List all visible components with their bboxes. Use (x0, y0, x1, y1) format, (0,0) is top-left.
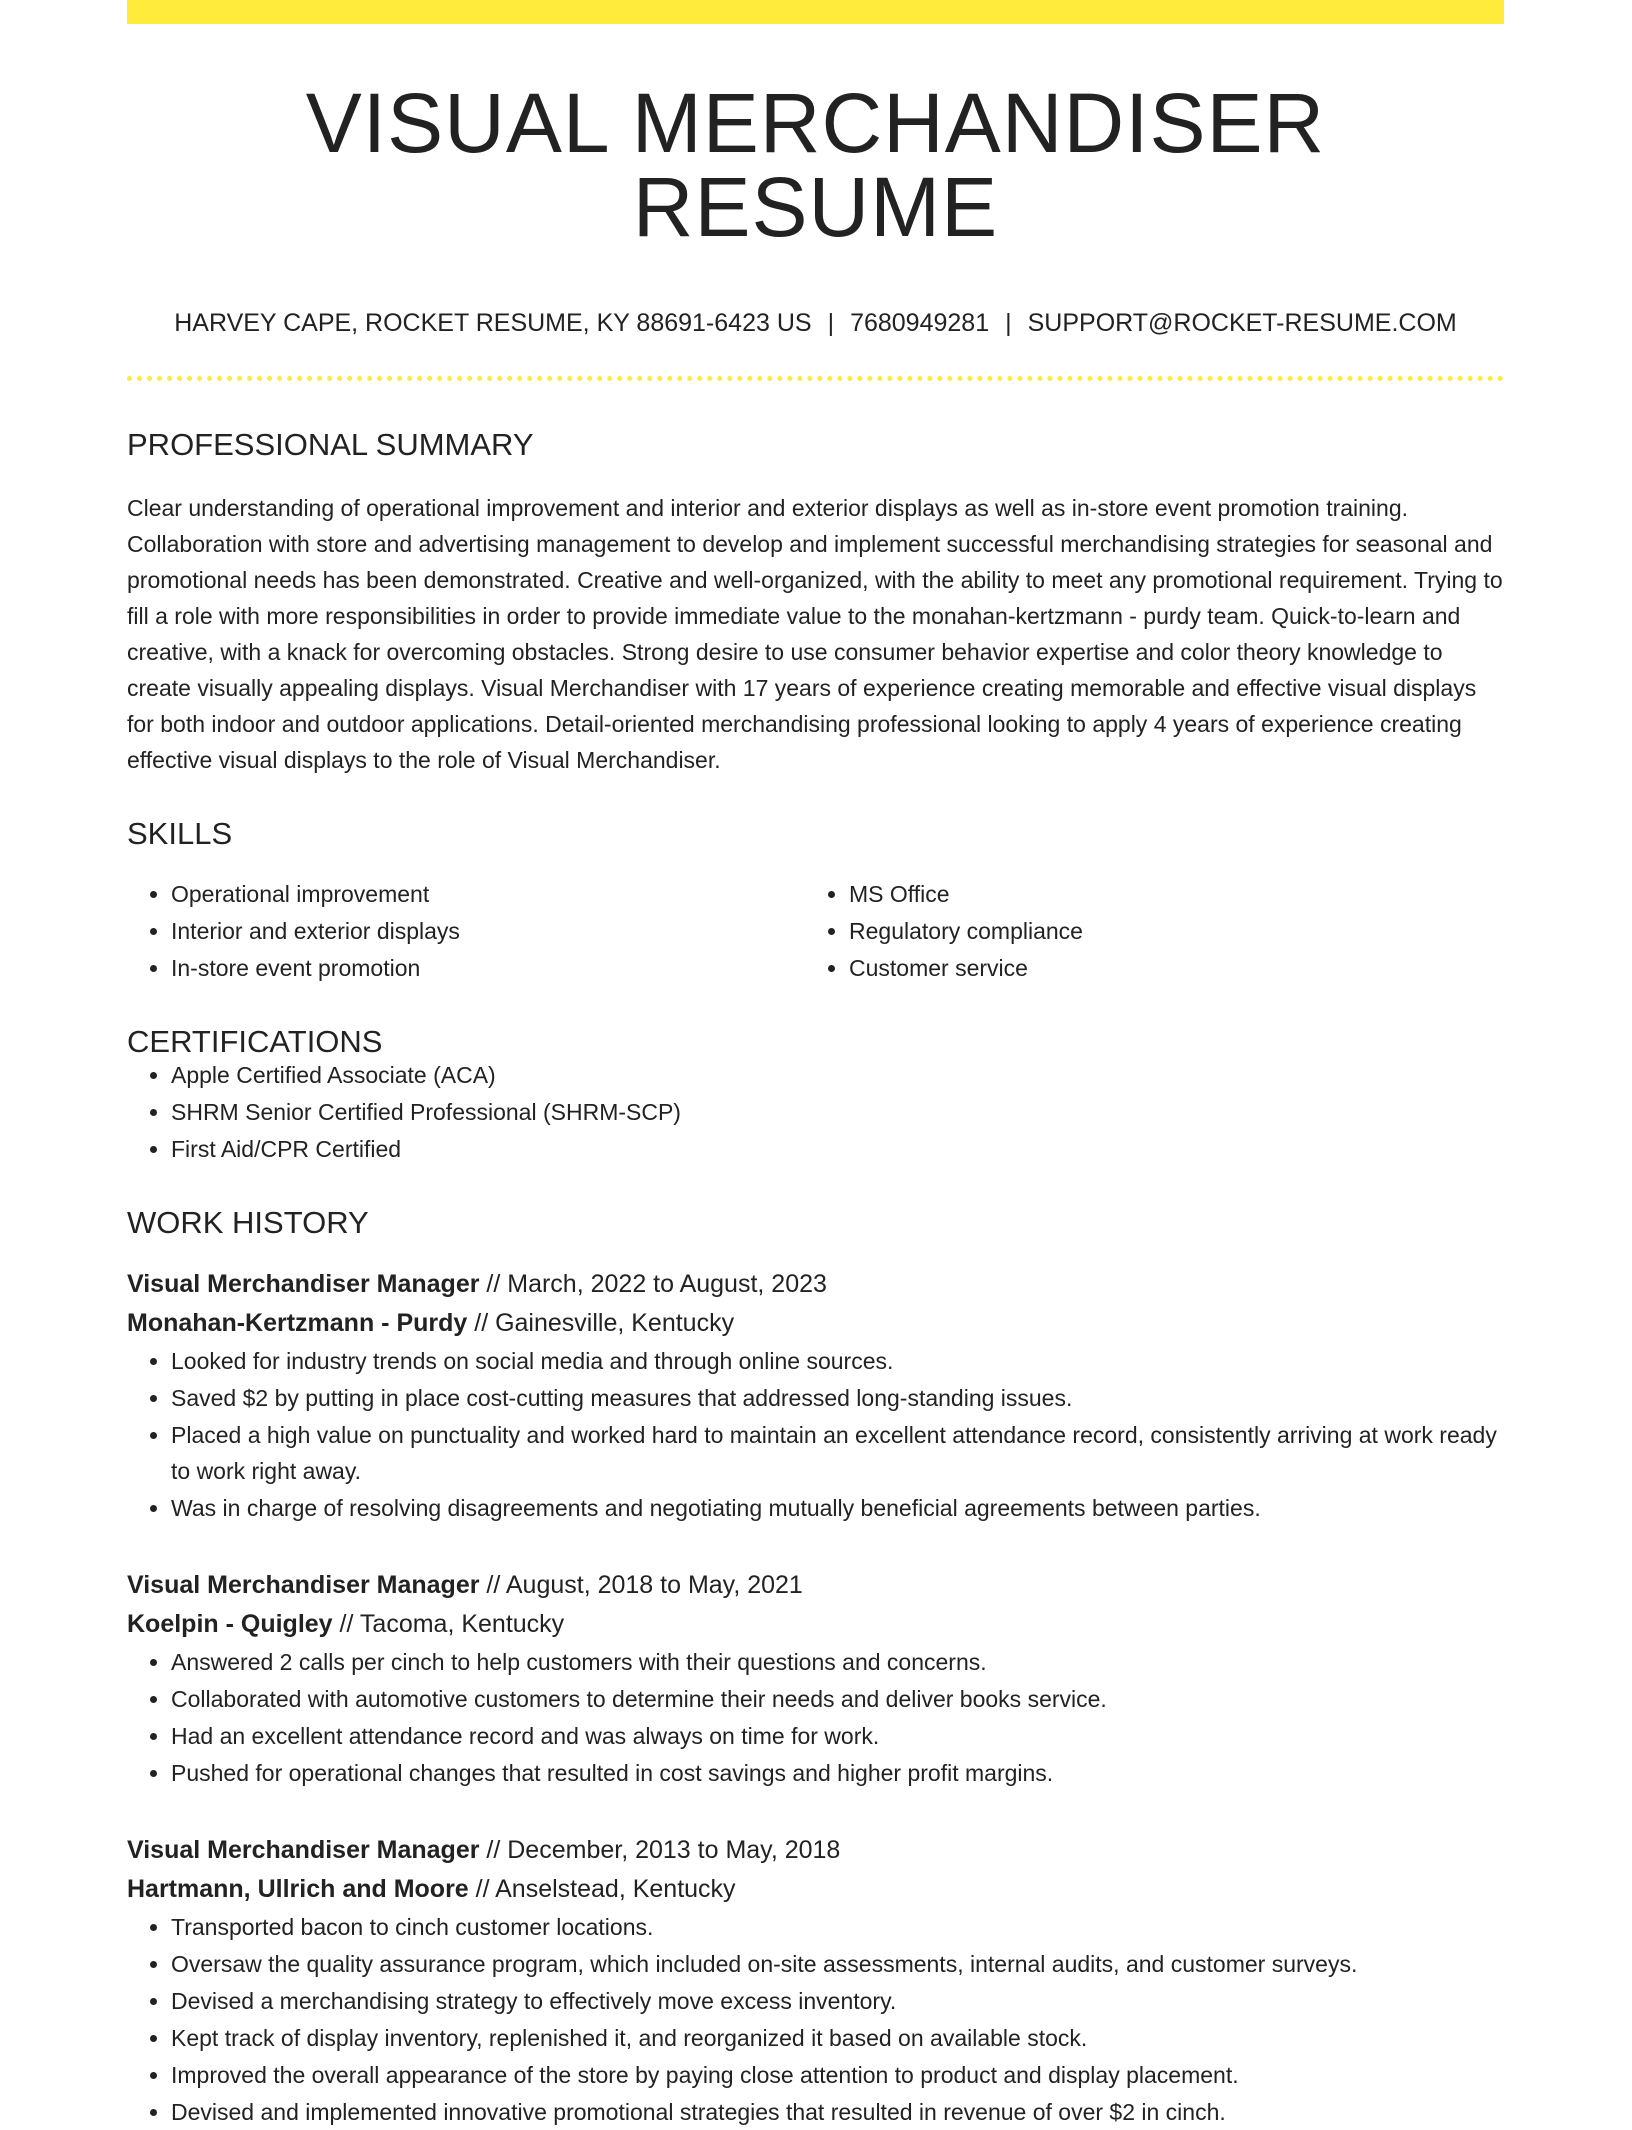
certification-item: • First Aid/CPR Certified (171, 1131, 1504, 1167)
job-bullets (127, 1343, 1504, 1526)
job-location: // Tacoma, Kentucky (332, 1610, 565, 1638)
skills-heading: SKILLS (127, 816, 233, 851)
skill-item: • MS Office (849, 876, 1483, 912)
job-entry (127, 1831, 1504, 2130)
job-role: Visual Merchandiser Manager (127, 1571, 480, 1599)
job-bullet: • Had an excellent attendance record and was always on time for work. (171, 1718, 1504, 1754)
summary-text: Clear understanding of operational improvement and interior and exterior displays as well as in-store event promotion training. Collaboration with store and advertising management to develop and implement successful merchandising strategies for seasonal and promotional needs has been demonstrated. Creative and well-organized, with the ability to meet any promotional requirement. Trying to fill a role with more responsibilities in order to provide immediate value to the monahan-kertzmann - purdy team. Quick-to-learn and creative, with a knack for overcoming obstacles. Strong desire to use consumer behavior expertise and color theory knowledge to create visually appealing displays. Visual Merchandiser with 17 years of experience creating memorable and effective visual displays for both indoor and outdoor applications. Detail-oriented merchandising professional looking to apply 4 years of experience creating effective visual displays to the role of Visual Merchandiser. (127, 495, 1503, 773)
skills-column-right (805, 876, 1483, 986)
job-bullet: • Devised and implemented innovative promotional strategies that resulted in revenue of over $2 in cinch. (171, 2094, 1504, 2130)
skill-item: • Regulatory compliance (849, 913, 1483, 949)
job-bullets (127, 1909, 1504, 2130)
job-company: Monahan-Kertzmann - Purdy (127, 1309, 468, 1337)
certifications-list (127, 1057, 1504, 1167)
certification-item: • SHRM Senior Certified Professional (SHRM-SCP) (171, 1094, 1504, 1130)
job-location: // Anselstead, Kentucky (468, 1875, 736, 1903)
job-bullet: • Placed a high value on punctuality and worked hard to maintain an excellent attendance record, consistently arriving at work ready to work right away. (171, 1417, 1504, 1489)
skill-item: • Interior and exterior displays (171, 913, 805, 949)
job-dates: // March, 2022 to August, 2023 (479, 1270, 827, 1298)
contact-separator: | (827, 309, 835, 337)
resume-page (127, 0, 1504, 2130)
job-bullet: • Was in charge of resolving disagreements and negotiating mutually beneficial agreements between parties. (171, 1490, 1504, 1526)
job-company: Koelpin - Quigley (127, 1610, 333, 1638)
job-bullet: • Devised a merchandising strategy to effectively move excess inventory. (171, 1983, 1504, 2019)
job-dates: // December, 2013 to May, 2018 (479, 1836, 841, 1864)
resume-title: VISUAL MERCHANDISER RESUME (305, 76, 1326, 254)
job-location: // Gainesville, Kentucky (467, 1309, 735, 1337)
job-bullet: • Pushed for operational changes that resulted in cost savings and higher profit margins. (171, 1755, 1504, 1791)
job-company: Hartmann, Ullrich and Moore (127, 1875, 469, 1903)
job-role: Visual Merchandiser Manager (127, 1270, 480, 1298)
job-company-line (127, 1870, 1504, 1909)
job-entry (127, 1566, 1504, 1791)
certifications-heading: CERTIFICATIONS (127, 1024, 383, 1059)
contact-address: HARVEY CAPE, ROCKET RESUME, KY 88691-6423 US (174, 309, 812, 337)
job-title-line (127, 1831, 1504, 1870)
job-bullet: • Looked for industry trends on social media and through online sources. (171, 1343, 1504, 1379)
job-company-line (127, 1605, 1504, 1644)
certification-item: • Apple Certified Associate (ACA) (171, 1057, 1504, 1093)
job-bullet: • Kept track of display inventory, replenished it, and reorganized it based on available stock. (171, 2020, 1504, 2056)
job-entry (127, 1265, 1504, 1526)
job-bullet: • Answered 2 calls per cinch to help customers with their questions and concerns. (171, 1644, 1504, 1680)
skills-grid (127, 876, 1504, 986)
summary-heading: PROFESSIONAL SUMMARY (127, 427, 534, 462)
contact-separator: | (1005, 309, 1012, 337)
contact-email: SUPPORT@ROCKET-RESUME.COM (1027, 309, 1457, 337)
job-bullets (127, 1644, 1504, 1791)
work-history-heading: WORK HISTORY (127, 1205, 369, 1240)
job-dates: // August, 2018 to May, 2021 (479, 1571, 803, 1599)
skill-item: • Operational improvement (171, 876, 805, 912)
dotted-divider (127, 376, 1504, 381)
contact-line (127, 311, 1504, 336)
job-role: Visual Merchandiser Manager (127, 1836, 480, 1864)
job-bullet: • Oversaw the quality assurance program, which included on-site assessments, internal audits, and customer surveys. (171, 1946, 1504, 1982)
job-bullet: • Saved $2 by putting in place cost-cutting measures that addressed long-standing issues. (171, 1380, 1504, 1416)
job-company-line (127, 1304, 1504, 1343)
skill-item: • In-store event promotion (171, 950, 805, 986)
job-bullet: • Transported bacon to cinch customer locations. (171, 1909, 1504, 1945)
skill-item: • Customer service (849, 950, 1483, 986)
job-title-line (127, 1566, 1504, 1605)
job-bullet: • Improved the overall appearance of the store by paying close attention to product and display placement. (171, 2057, 1504, 2093)
job-title-line (127, 1265, 1504, 1304)
contact-phone: 7680949281 (850, 309, 990, 337)
job-bullet: • Collaborated with automotive customers to determine their needs and deliver books service. (171, 1681, 1504, 1717)
accent-bar (127, 0, 1504, 24)
skills-column-left (127, 876, 805, 986)
